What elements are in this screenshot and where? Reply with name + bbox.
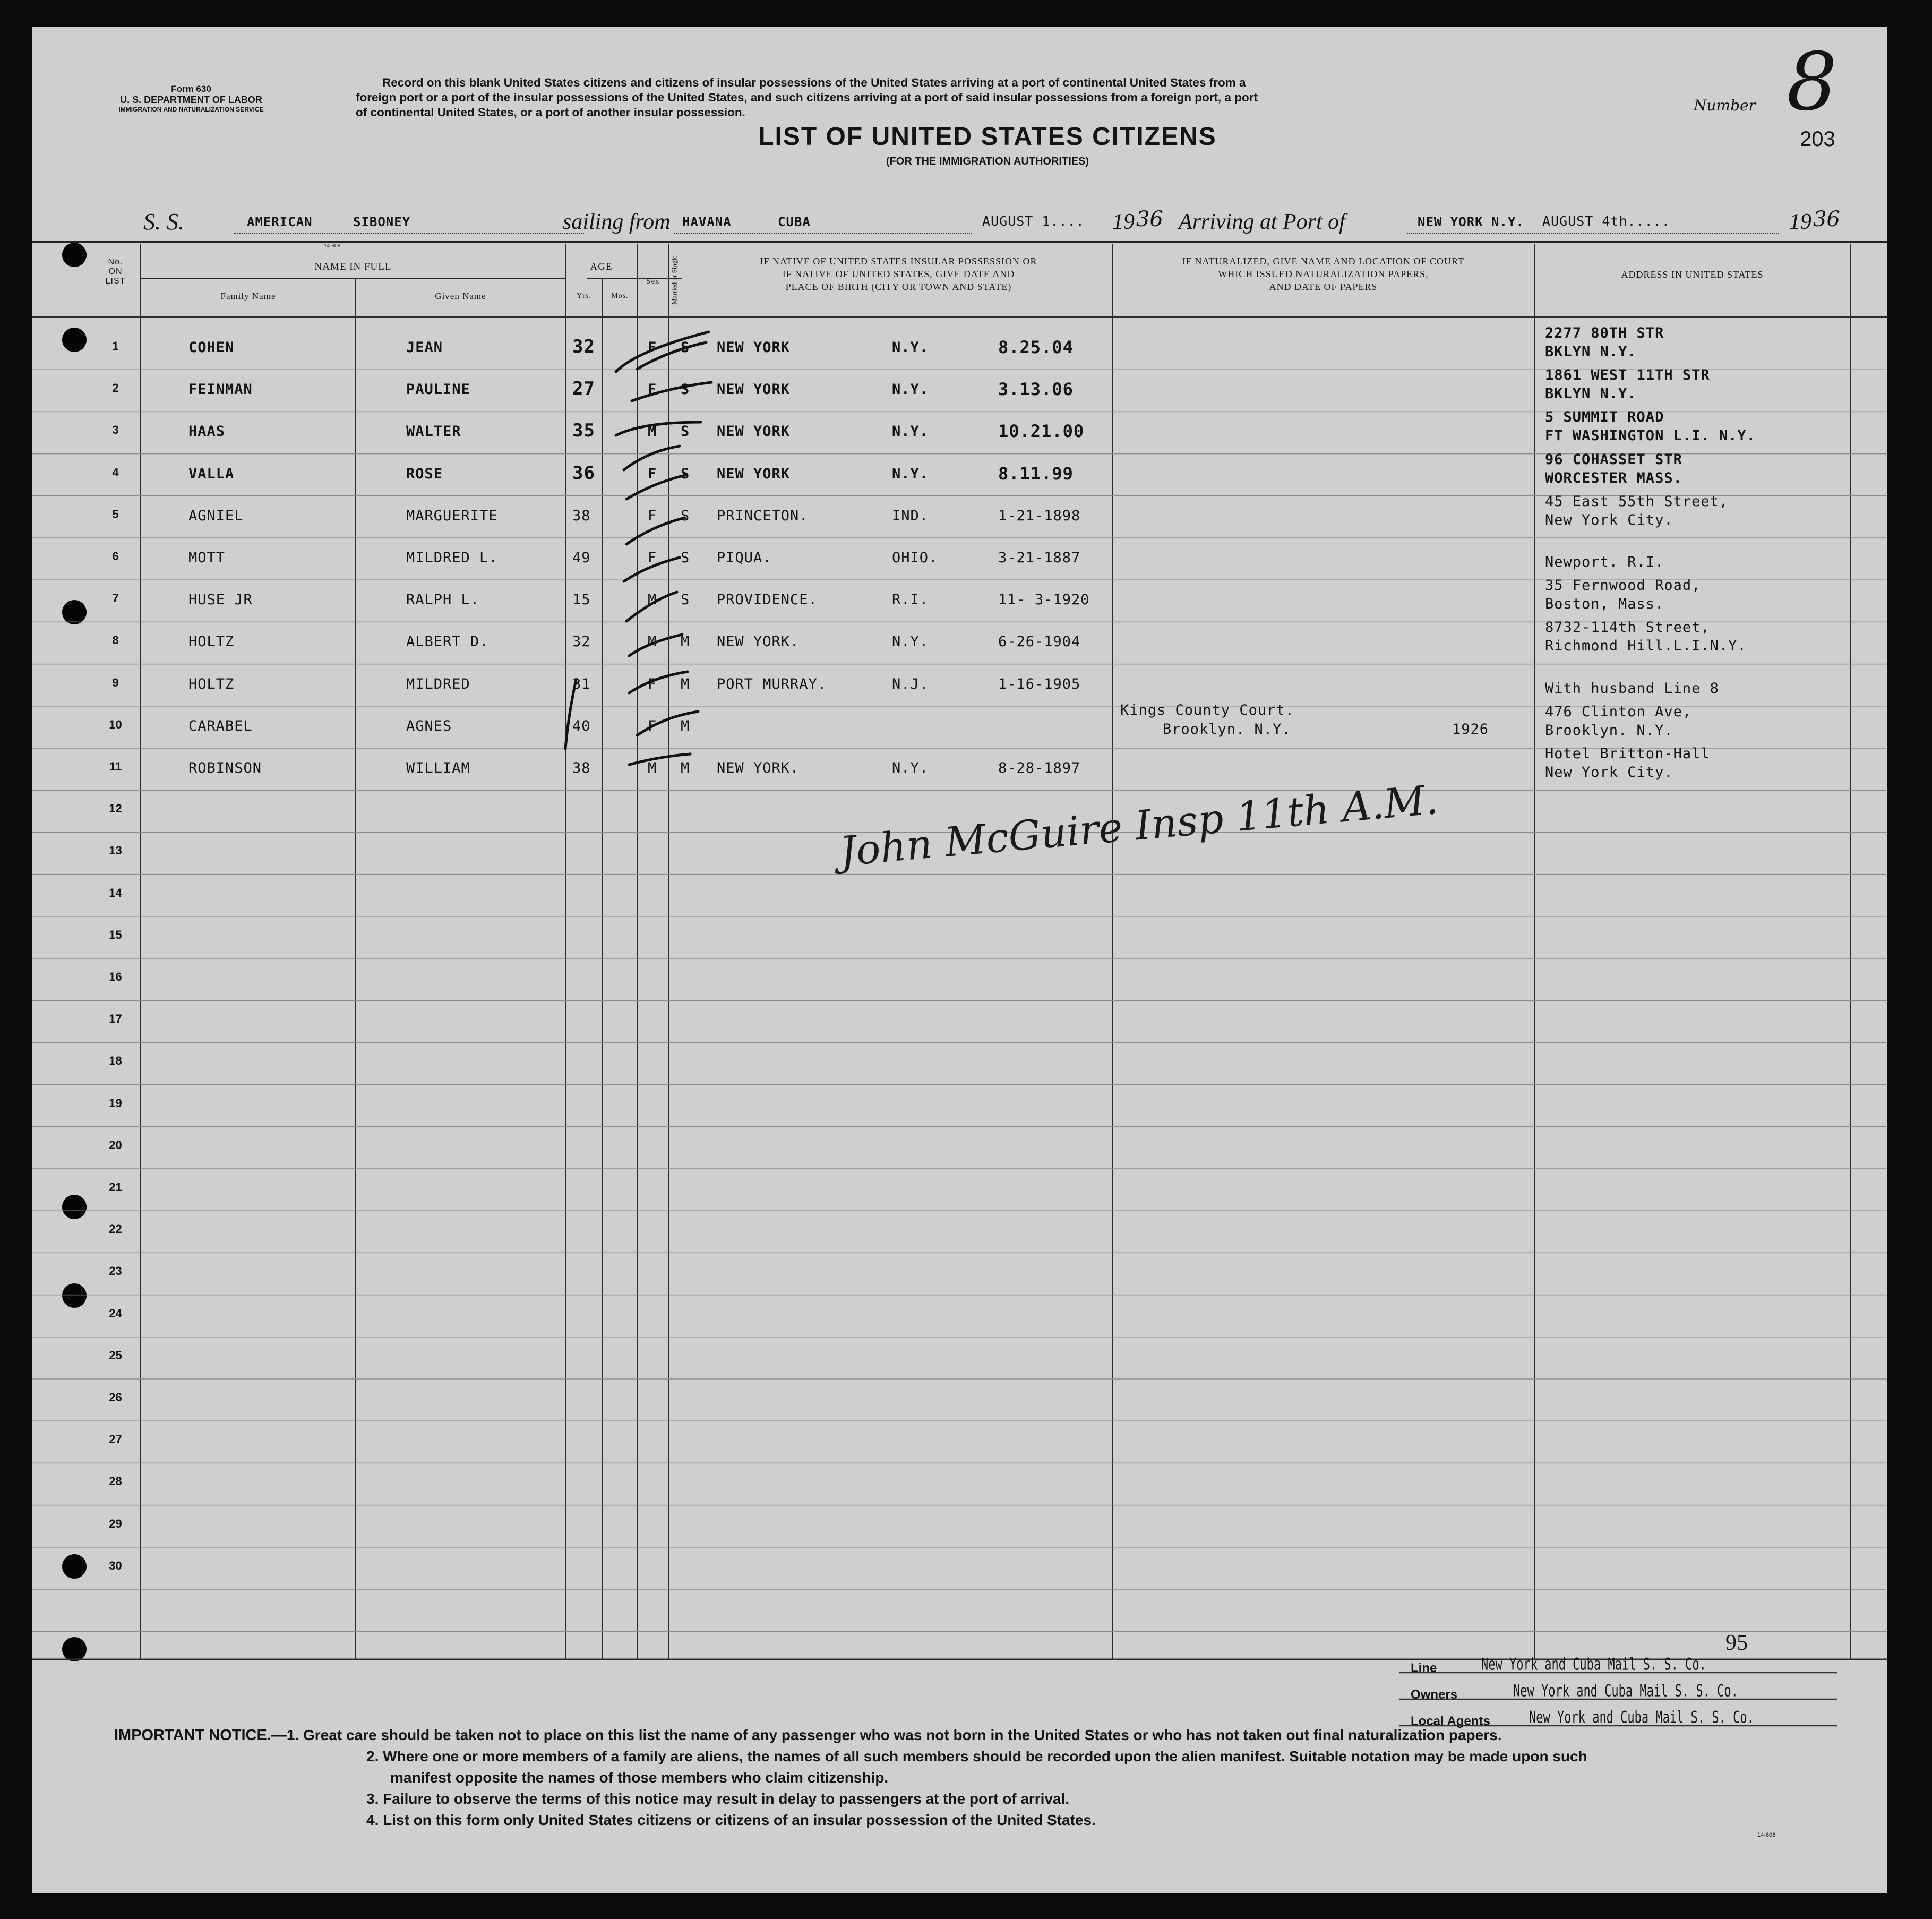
row-number: 15 (109, 928, 122, 941)
birth-date-cell: 6-26-1904 (998, 633, 1081, 650)
row-number: 24 (109, 1306, 122, 1320)
row-number: 1 (112, 339, 119, 353)
court-location-cell: Brooklyn. N.Y. (1163, 721, 1291, 738)
owners-label: Owners (1411, 1687, 1458, 1702)
col-header-given-name: Given Name (435, 291, 486, 301)
address-line-2-cell: With husband Line 8 (1545, 680, 1719, 697)
birth-city-cell: NEW YORK (717, 465, 791, 482)
sex-cell: F (648, 465, 657, 482)
birth-date-cell: 1-16-1905 (998, 675, 1081, 692)
address-line-1-cell: Hotel Britton-Hall (1545, 746, 1710, 762)
col-header-nat-line: WHICH ISSUED NATURALIZATION PAPERS, (1218, 269, 1429, 279)
owners-value: New York and Cuba Mail S. S. Co. (1513, 1682, 1738, 1701)
row-number: 2 (112, 381, 119, 395)
row-number: 22 (109, 1222, 122, 1236)
address-line-1-cell: 2277 80TH STR (1545, 325, 1664, 341)
row-number: 21 (109, 1180, 122, 1194)
col-header-sex: Sex (646, 277, 660, 286)
birth-city-cell: PRINCETON. (717, 507, 809, 524)
birth-state-cell: N.Y. (892, 423, 929, 440)
address-line-1-cell: 8732-114th Street, (1545, 619, 1710, 636)
given-name-cell: ALBERT D. (406, 633, 489, 650)
number-value: 8 (1787, 36, 1837, 128)
birth-date-cell: 1-21-1898 (998, 507, 1081, 524)
given-name-cell: ROSE (406, 465, 443, 482)
row-number: 16 (109, 970, 122, 983)
age-cell: 38 (572, 507, 591, 524)
service-name: IMMIGRATION AND NATURALIZATION SERVICE (118, 106, 264, 113)
family-name-cell: VALLA (188, 465, 235, 482)
agents-label: Local Agents (1411, 1714, 1490, 1728)
departure-year: 36 (1136, 207, 1163, 232)
age-cell: 49 (572, 550, 591, 566)
col-header-family-name: Family Name (220, 291, 276, 301)
row-number: 8 (112, 633, 119, 647)
row-number: 14 (109, 886, 122, 899)
sailing-label: sailing from (563, 210, 671, 234)
address-line-2-cell: Brooklyn. N.Y. (1545, 722, 1673, 739)
sex-cell: M (648, 760, 657, 776)
marital-cell: S (681, 423, 690, 440)
number-label: Number (1694, 97, 1756, 114)
birth-state-cell: N.J. (892, 675, 929, 692)
birth-date-cell: 8.25.04 (998, 337, 1074, 357)
birth-state-cell: N.Y. (892, 760, 929, 776)
age-cell: 32 (572, 633, 591, 650)
row-number: 17 (109, 1012, 122, 1026)
birth-state-cell: N.Y. (892, 465, 929, 482)
sex-cell: F (648, 381, 657, 398)
address-line-2-cell: Newport. R.I. (1545, 554, 1664, 570)
bottom-code: 14-608 (1757, 1832, 1776, 1838)
given-name-cell: MILDRED (406, 675, 470, 692)
sex-cell: F (648, 550, 657, 566)
birth-city-cell: PROVIDENCE. (717, 592, 818, 609)
address-line-2-cell: New York City. (1545, 764, 1673, 781)
notice-item-1: 1. Great care should be taken not to place on this list the name of any passenger who was not born in the United States or who has not taken out final naturalization papers. (286, 1727, 1502, 1743)
arrival-date: AUGUST 4th..... (1542, 213, 1670, 229)
col-header-nat-line: IF NATURALIZED, GIVE NAME AND LOCATION OF COURT (1182, 256, 1464, 267)
age-cell: 36 (572, 462, 595, 484)
departure-year-prefix: 19 (1112, 210, 1135, 234)
line-label: Line (1411, 1661, 1437, 1675)
address-line-2-cell: Richmond Hill.L.I.N.Y. (1545, 638, 1747, 655)
row-number: 26 (109, 1391, 122, 1404)
row-number: 20 (109, 1138, 122, 1152)
col-header-birth-line: IF NATIVE OF UNITED STATES, GIVE DATE AND (782, 269, 1015, 279)
page-title: LIST OF UNITED STATES CITIZENS (758, 123, 1217, 151)
col-header-birth-line: IF NATIVE OF UNITED STATES INSULAR POSSESSION OR (760, 256, 1037, 267)
address-line-2-cell: New York City. (1545, 511, 1673, 528)
row-number: 27 (109, 1433, 122, 1446)
arrival-port: NEW YORK N.Y. (1418, 215, 1524, 229)
sex-cell: F (648, 675, 657, 692)
address-line-2-cell: FT WASHINGTON L.I. N.Y. (1545, 427, 1756, 444)
given-name-cell: WALTER (406, 423, 461, 440)
address-line-2-cell: Boston, Mass. (1545, 596, 1664, 613)
row-number: 9 (112, 675, 119, 689)
birth-state-cell: R.I. (892, 592, 929, 609)
ss-label: S. S. (143, 209, 184, 235)
instructions-line: foreign port or a port of the insular possessions of the United States, and such citizens arriving at a port of said insular possessions from a foreign port, a port (356, 91, 1258, 104)
row-number: 7 (112, 592, 119, 605)
age-cell: 40 (572, 717, 591, 734)
family-name-cell: ROBINSON (188, 760, 262, 776)
notice-heading: IMPORTANT NOTICE.— (114, 1727, 287, 1744)
arrival-year-prefix: 19 (1789, 210, 1811, 234)
departure-port-2: CUBA (778, 215, 811, 229)
row-number: 30 (109, 1558, 122, 1572)
ship-name-1: AMERICAN (247, 215, 313, 229)
marital-cell: M (681, 760, 690, 776)
marital-cell: S (681, 550, 690, 566)
court-name-cell: Kings County Court. (1120, 701, 1294, 718)
family-name-cell: HOLTZ (188, 633, 235, 650)
family-name-cell: HAAS (188, 423, 226, 440)
family-name-cell: HUSE JR (188, 592, 253, 609)
instructions-line: of continental United States, or a port of another insular possession. (356, 106, 745, 119)
row-number: 12 (109, 802, 122, 816)
row-number: 4 (112, 465, 119, 479)
marital-cell: M (681, 717, 690, 734)
row-number: 11 (109, 760, 122, 773)
check-marks (32, 27, 1887, 1893)
birth-date-cell: 3.13.06 (998, 379, 1074, 400)
row-number: 28 (109, 1475, 122, 1488)
marital-cell: S (681, 507, 690, 524)
birth-city-cell: NEW YORK (717, 423, 791, 440)
birth-city-cell: NEW YORK (717, 339, 791, 356)
birth-city-cell: NEW YORK (717, 381, 791, 398)
age-cell: 31 (572, 675, 591, 692)
address-line-1-cell: 476 Clinton Ave, (1545, 703, 1692, 720)
sex-cell: M (648, 423, 657, 440)
sex-cell: F (648, 717, 657, 734)
family-name-cell: FEINMAN (188, 381, 253, 398)
arrival-year: 36 (1813, 207, 1840, 232)
sex-cell: M (648, 592, 657, 609)
important-notice (114, 1725, 1877, 1831)
age-cell: 15 (572, 592, 591, 609)
notice-item-2: 2. Where one or more members of a family are aliens, the names of all such members should be recorded upon the alien manifest. Suitable notation may be made upon such (366, 1748, 1587, 1764)
family-name-cell: MOTT (188, 550, 226, 566)
col-header-name-in-full: NAME IN FULL (314, 261, 392, 272)
inspector-signature-text: John McGuire Insp 11th A.M. (838, 775, 1440, 876)
col-header-mos: Mos. (611, 292, 629, 300)
marital-cell: M (681, 675, 690, 692)
address-line-1-cell: 5 SUMMIT ROAD (1545, 409, 1664, 426)
sex-cell: F (648, 507, 657, 524)
marital-cell: S (681, 381, 690, 398)
row-number: 19 (109, 1096, 122, 1110)
birth-city-cell: NEW YORK. (717, 633, 800, 650)
instructions-line: Record on this blank United States citizens and citizens of insular possessions of the United States arriving at a port of continental United States from a (382, 76, 1246, 89)
marital-cell: S (681, 592, 690, 609)
family-name-cell: COHEN (188, 339, 235, 356)
birth-date-cell: 8-28-1897 (998, 760, 1081, 776)
age-cell: 35 (572, 420, 595, 442)
row-number: 23 (109, 1264, 122, 1278)
col-header-no-line: No. (108, 258, 123, 267)
birth-date-cell: 11- 3-1920 (998, 592, 1090, 609)
col-header-yrs: Yrs. (577, 292, 591, 300)
printer-code: 14-608 (324, 243, 341, 249)
page-number: 203 (1800, 127, 1835, 151)
address-line-1-cell: 35 Fernwood Road, (1545, 577, 1701, 594)
given-name-cell: RALPH L. (406, 592, 480, 609)
col-header-no-line: ON (108, 267, 123, 276)
row-number: 13 (109, 844, 122, 858)
given-name-cell: AGNES (406, 717, 452, 734)
birth-state-cell: OHIO. (892, 550, 938, 566)
marital-cell: S (681, 339, 690, 356)
given-name-cell: JEAN (406, 339, 443, 356)
family-name-cell: HOLTZ (188, 675, 235, 692)
birth-city-cell: PORT MURRAY. (717, 675, 827, 692)
court-year-cell: 1926 (1452, 721, 1489, 738)
family-name-cell: CARABEL (188, 717, 253, 734)
col-header-no-line: LIST (105, 277, 126, 286)
row-number: 6 (112, 550, 119, 563)
marital-cell: M (681, 633, 690, 650)
col-header-age: AGE (590, 261, 613, 272)
birth-state-cell: N.Y. (892, 633, 929, 650)
col-header-address: ADDRESS IN UNITED STATES (1621, 269, 1764, 280)
given-name-cell: PAULINE (406, 381, 470, 398)
birth-city-cell: NEW YORK. (717, 760, 800, 776)
age-cell: 38 (572, 760, 591, 776)
notice-item-3: 3. Failure to observe the terms of this notice may result in delay to passengers at the port of arrival. (366, 1791, 1070, 1807)
departure-date: AUGUST 1.... (982, 213, 1085, 229)
row-number: 18 (109, 1054, 122, 1068)
address-line-2-cell: BKLYN N.Y. (1545, 344, 1637, 360)
address-line-1-cell: 1861 WEST 11TH STR (1545, 367, 1710, 384)
row-number: 10 (109, 717, 122, 731)
address-line-1-cell: 96 COHASSET STR (1545, 451, 1682, 468)
row-number: 3 (112, 423, 119, 437)
birth-state-cell: IND. (892, 507, 929, 524)
sex-cell: M (648, 633, 657, 650)
form-number: Form 630 (171, 84, 211, 94)
birth-state-cell: N.Y. (892, 381, 929, 398)
birth-state-cell: N.Y. (892, 339, 929, 356)
sex-cell: F (648, 339, 657, 356)
col-header-married-single: Married or Single (670, 255, 679, 305)
family-name-cell: AGNIEL (188, 507, 244, 524)
col-header-nat-line: AND DATE OF PAPERS (1269, 281, 1378, 292)
address-line-1-cell: 45 East 55th Street, (1545, 493, 1729, 510)
given-name-cell: MARGUERITE (406, 507, 498, 524)
ship-name-2: SIBONEY (353, 215, 411, 229)
birth-city-cell: PIQUA. (717, 550, 772, 566)
passenger-count: 95 (1725, 1631, 1748, 1655)
arriving-label: Arriving at Port of (1179, 210, 1345, 234)
address-line-2-cell: BKLYN N.Y. (1545, 385, 1637, 402)
agents-value: New York and Cuba Mail S. S. Co. (1529, 1709, 1754, 1727)
birth-date-cell: 3-21-1887 (998, 550, 1081, 566)
notice-item-2-cont: manifest opposite the names of those members who claim citizenship. (390, 1769, 889, 1786)
birth-date-cell: 8.11.99 (998, 463, 1074, 484)
notice-item-4: 4. List on this form only United States citizens or citizens of an insular possession of the United States. (366, 1812, 1096, 1828)
col-header-birth-line: PLACE OF BIRTH (CITY OR TOWN AND STATE) (785, 281, 1012, 292)
given-name-cell: WILLIAM (406, 760, 470, 776)
department-name: U. S. DEPARTMENT OF LABOR (120, 95, 262, 105)
given-name-cell: MILDRED L. (406, 550, 498, 566)
age-cell: 27 (572, 378, 595, 400)
line-value: New York and Cuba Mail S. S. Co. (1481, 1656, 1706, 1674)
row-number: 5 (112, 507, 119, 521)
row-number: 25 (109, 1348, 122, 1362)
address-line-2-cell: WORCESTER MASS. (1545, 469, 1682, 486)
row-number: 29 (109, 1517, 122, 1530)
departure-port-1: HAVANA (682, 215, 732, 229)
page-subtitle: (FOR THE IMMIGRATION AUTHORITIES) (886, 156, 1089, 167)
birth-date-cell: 10.21.00 (998, 421, 1085, 442)
manifest-sheet (32, 27, 1887, 1893)
age-cell: 32 (572, 336, 595, 357)
marital-cell: S (681, 465, 690, 482)
